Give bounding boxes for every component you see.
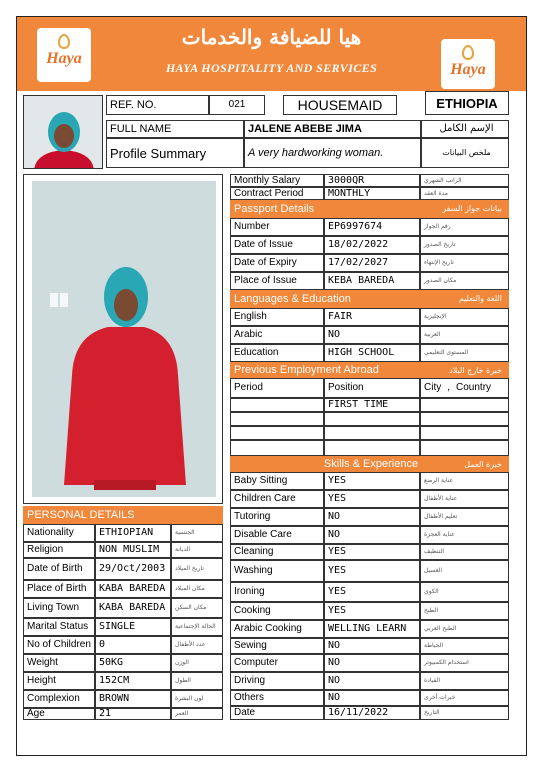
passport-value: 18/02/2022 bbox=[324, 236, 420, 254]
skill-ar: عناية العجزة bbox=[420, 526, 509, 544]
skill-ar: الغسيل bbox=[420, 560, 509, 582]
contract-ar: مدة العقد bbox=[420, 187, 509, 200]
personal-label: Religion bbox=[23, 542, 95, 558]
drop-icon bbox=[58, 34, 70, 49]
personal-label-ar: الوزن bbox=[171, 654, 223, 672]
personal-label-ar: لون البشرة bbox=[171, 690, 223, 708]
personal-label: Weight bbox=[23, 654, 95, 672]
skill-value: NO bbox=[324, 638, 420, 654]
skill-label: Baby Sitting bbox=[230, 472, 324, 490]
skills-header: Skills & Experience خبرة العمل bbox=[230, 456, 509, 472]
contract-value: MONTHLY bbox=[324, 187, 420, 200]
employment-city-cell bbox=[420, 426, 509, 440]
skill-ar: الطبخ bbox=[420, 602, 509, 620]
skill-label: Cleaning bbox=[230, 544, 324, 560]
languages-header-ar: اللغة والتعليم bbox=[458, 294, 502, 303]
language-ar: العربية bbox=[420, 326, 509, 344]
skill-value: WELLING LEARN bbox=[324, 620, 420, 638]
language-label: Arabic bbox=[230, 326, 324, 344]
personal-label-ar: الجنسية bbox=[171, 524, 223, 542]
skill-value: YES bbox=[324, 472, 420, 490]
skill-label: Washing bbox=[230, 560, 324, 582]
personal-label: Age bbox=[23, 708, 95, 720]
contract-value: 3000QR bbox=[324, 174, 420, 187]
passport-label: Place of Issue bbox=[230, 272, 324, 290]
english-title: HAYA HOSPITALITY AND SERVICES bbox=[165, 61, 378, 75]
skill-value: NO bbox=[324, 654, 420, 672]
skill-value: YES bbox=[324, 490, 420, 508]
employment-period-cell bbox=[230, 440, 324, 456]
personal-value: BROWN bbox=[95, 690, 171, 708]
language-label: Education bbox=[230, 344, 324, 362]
personal-value: KABA BAREDA bbox=[95, 598, 171, 618]
skill-ar: التاريخ bbox=[420, 706, 509, 720]
skills-header-ar: خبرة العمل bbox=[464, 460, 502, 469]
personal-label: Complexion bbox=[23, 690, 95, 708]
employment-col-sep: , bbox=[447, 382, 451, 393]
personal-value: 29/Oct/2003 bbox=[95, 558, 171, 580]
personal-label: No of Children bbox=[23, 636, 95, 654]
profile-label: Profile Summary bbox=[106, 138, 244, 168]
drop-icon bbox=[462, 45, 474, 60]
header-banner bbox=[17, 17, 526, 91]
position-value: HOUSEMAID bbox=[283, 95, 397, 115]
full-name-value: JALENE ABEBE JIMA bbox=[244, 120, 421, 138]
skill-value: NO bbox=[324, 508, 420, 526]
personal-label: Living Town bbox=[23, 598, 95, 618]
employment-period-cell bbox=[230, 412, 324, 426]
left-logo: Haya bbox=[37, 28, 91, 82]
passport-header: Passport Details بيانات جواز السفر bbox=[230, 200, 509, 218]
employment-header: Previous Employment Abroad خبرة خارج البلاد bbox=[230, 362, 509, 378]
employment-period-cell bbox=[230, 426, 324, 440]
cv-page bbox=[16, 16, 527, 756]
personal-label: Place of Birth bbox=[23, 580, 95, 598]
full-name-label: FULL NAME bbox=[106, 120, 244, 138]
employment-header-ar: خبرة خارج البلاد bbox=[449, 366, 502, 375]
skill-value: YES bbox=[324, 560, 420, 582]
passport-value: EP6997674 bbox=[324, 218, 420, 236]
skill-label: Others bbox=[230, 690, 324, 706]
personal-value: ETHIOPIAN bbox=[95, 524, 171, 542]
skill-label: Disable Care bbox=[230, 526, 324, 544]
skill-ar: الخياطة bbox=[420, 638, 509, 654]
skill-value: 16/11/2022 bbox=[324, 706, 420, 720]
contract-ar: الراتب الشهري bbox=[420, 174, 509, 187]
contract-label: Monthly Salary bbox=[230, 174, 324, 187]
ref-label: REF. NO. bbox=[106, 95, 209, 115]
skill-label: Cooking bbox=[230, 602, 324, 620]
passport-value: 17/02/2027 bbox=[324, 254, 420, 272]
personal-details-header: PERSONAL DETAILS bbox=[23, 506, 223, 524]
passport-label: Date of Issue bbox=[230, 236, 324, 254]
personal-value: KABA BAREDA bbox=[95, 580, 171, 598]
language-value: FAIR bbox=[324, 308, 420, 326]
employment-col-city: City bbox=[424, 382, 442, 393]
personal-value: 21 bbox=[95, 708, 171, 720]
personal-label-ar: الديانة bbox=[171, 542, 223, 558]
personal-label-ar: مكان الميلاد bbox=[171, 580, 223, 598]
skill-ar: الطبخ العربي bbox=[420, 620, 509, 638]
personal-label: Marital Status bbox=[23, 618, 95, 636]
employment-col-period: Period bbox=[230, 378, 324, 398]
skill-label: Sewing bbox=[230, 638, 324, 654]
ref-value: 021 bbox=[209, 95, 265, 115]
employment-period-cell bbox=[230, 398, 324, 412]
passport-header-ar: بيانات جواز السفر bbox=[442, 204, 502, 213]
portrait-photo bbox=[23, 95, 103, 169]
profile-value: A very hardworking woman. bbox=[244, 138, 421, 168]
right-logo: Haya bbox=[441, 39, 495, 89]
skill-value: YES bbox=[324, 602, 420, 620]
employment-city-cell bbox=[420, 398, 509, 412]
employment-city-cell bbox=[420, 440, 509, 456]
skill-label: Date bbox=[230, 706, 324, 720]
passport-label: Number bbox=[230, 218, 324, 236]
language-value: HIGH SCHOOL bbox=[324, 344, 420, 362]
skill-ar: استخدام الكمبيوتر bbox=[420, 654, 509, 672]
personal-label: Date of Birth bbox=[23, 558, 95, 580]
personal-value: 152CM bbox=[95, 672, 171, 690]
personal-value: 0 bbox=[95, 636, 171, 654]
languages-header: Languages & Education اللغة والتعليم bbox=[230, 290, 509, 308]
skill-value: NO bbox=[324, 690, 420, 706]
passport-ar: تاريخ الإنتهاء bbox=[420, 254, 509, 272]
skill-ar: تعليم الأطفال bbox=[420, 508, 509, 526]
skill-label: Driving bbox=[230, 672, 324, 690]
employment-col-position: Position bbox=[324, 378, 420, 398]
employment-position-cell bbox=[324, 440, 420, 456]
skill-ar: القيادة bbox=[420, 672, 509, 690]
personal-label-ar: تاريخ الميلاد bbox=[171, 558, 223, 580]
personal-label-ar: العمر bbox=[171, 708, 223, 720]
passport-ar: تاريخ الصدور bbox=[420, 236, 509, 254]
skill-ar: عناية الأطفال bbox=[420, 490, 509, 508]
language-label: English bbox=[230, 308, 324, 326]
skill-label: Tutoring bbox=[230, 508, 324, 526]
skill-value: YES bbox=[324, 582, 420, 602]
country-value: ETHIOPIA bbox=[425, 91, 509, 115]
employment-position-cell bbox=[324, 412, 420, 426]
personal-label: Nationality bbox=[23, 524, 95, 542]
employment-position-cell bbox=[324, 426, 420, 440]
skill-label: Computer bbox=[230, 654, 324, 672]
passport-value: KEBA BAREDA bbox=[324, 272, 420, 290]
contract-label: Contract Period bbox=[230, 187, 324, 200]
personal-label-ar: عدد الأطفال bbox=[171, 636, 223, 654]
skill-ar: التنظيف bbox=[420, 544, 509, 560]
passport-label: Date of Expiry bbox=[230, 254, 324, 272]
personal-label-ar: مكان السكن bbox=[171, 598, 223, 618]
employment-city-cell bbox=[420, 412, 509, 426]
language-value: NO bbox=[324, 326, 420, 344]
personal-value: NON MUSLIM bbox=[95, 542, 171, 558]
arabic-title: هيا للضيافة والخدمات bbox=[181, 25, 362, 49]
personal-value: 50KG bbox=[95, 654, 171, 672]
profile-ar: ملخص البيانات bbox=[421, 138, 509, 168]
personal-label: Height bbox=[23, 672, 95, 690]
skill-value: NO bbox=[324, 526, 420, 544]
skill-value: NO bbox=[324, 672, 420, 690]
skill-label: Arabic Cooking bbox=[230, 620, 324, 638]
language-ar: المستوى التعليمي bbox=[420, 344, 509, 362]
employment-col-country: Country bbox=[456, 382, 492, 393]
full-name-ar: الإسم الكامل bbox=[421, 120, 509, 138]
skill-label: Children Care bbox=[230, 490, 324, 508]
skill-label: Ironing bbox=[230, 582, 324, 602]
personal-label-ar: الحالة الإجتماعية bbox=[171, 618, 223, 636]
employment-col-city-country bbox=[420, 378, 509, 398]
employment-position-cell: FIRST TIME bbox=[324, 398, 420, 412]
passport-ar: مكان الصدور bbox=[420, 272, 509, 290]
personal-label-ar: الطول bbox=[171, 672, 223, 690]
skill-value: YES bbox=[324, 544, 420, 560]
skill-ar: خبرات أخرى bbox=[420, 690, 509, 706]
skill-ar: عناية الرضع bbox=[420, 472, 509, 490]
passport-ar: رقم الجواز bbox=[420, 218, 509, 236]
skill-ar: الكوي bbox=[420, 582, 509, 602]
personal-value: SINGLE bbox=[95, 618, 171, 636]
full-body-photo bbox=[23, 174, 223, 504]
language-ar: الإنجليزية bbox=[420, 308, 509, 326]
